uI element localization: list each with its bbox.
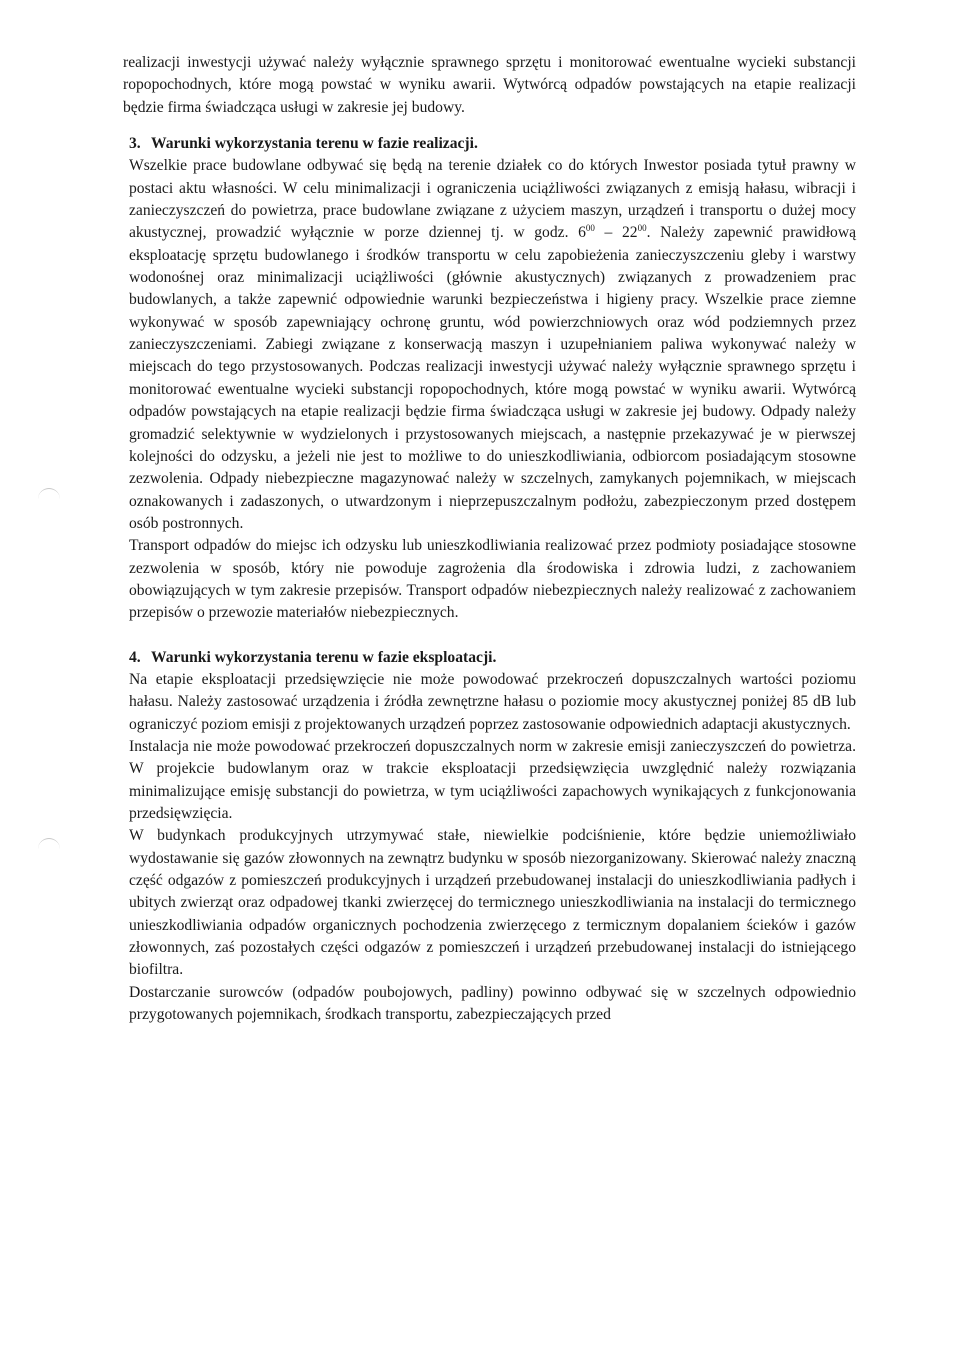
section-number: 4. — [129, 648, 141, 666]
paragraph: Dostarczanie surowców (odpadów poubojowych, padliny) powinno odbywać się w szczelnych odpowiednio przygotowanych pojemnikach, środkach transportu, zabezpieczających przed — [129, 983, 856, 1024]
intro-paragraph: realizacji inwestycji używać należy wyłącznie sprawnego sprzętu i monitorować ewentualne wycieki substancji ropopochodnych, które mogą powstać w wyniku awarii. Wytwórcą odpadów powstających na etapie realizacji będzie firma świadcząca usługi w zakresie jej budowy. — [123, 54, 856, 116]
section-title: Warunki wykorzystania terenu w fazie realizacji. — [151, 135, 478, 153]
section-number: 3. — [129, 135, 141, 153]
section-3 — [123, 133, 856, 625]
section-title: Warunki wykorzystania terenu w fazie eksploatacji. — [151, 648, 497, 666]
section-4-body — [129, 669, 856, 1027]
section-3-body — [129, 155, 856, 624]
paragraph: Transport odpadów do miejsc ich odzysku lub unieszkodliwiania realizować przez podmioty posiadające stosowne zezwolenia w sposób, który nie powoduje zagrożenia dla środowiska i zdrowia ludzi, z zachowaniem obowiązujących w tym zakresie przepisów. Transport odpadów niebezpiecznych należy realizować z zachowaniem przepisów o przewozie materiałów niebezpiecznych. — [129, 537, 856, 622]
section-4 — [123, 647, 856, 1027]
punch-hole-mark — [38, 488, 60, 499]
paragraph: W budynkach produkcyjnych utrzymywać stałe, niewielkie podciśnienie, które będzie uniemożliwiało wydostawanie się gazów złowonnych na zewnątrz budynku w sposób niezorganizowany. Skierować należy znaczną część odgazów z pomieszczeń produkcyjnych i urządzeń przebudowanej instalacji do unieszkodliwiania padłych i ubitych zwierząt oraz odpadowej tkanki zwierzęcej do termicznego unieszkodliwiania na instalacji do termicznego unieszkodliwiania odpadów organicznych pochodzenia zwierzęcego z termicznym dopalaniem ścieków i gazów złowonnych, zaś pozostałych części odgazów z pomieszczeń i urządzeń przebudowanej instalacji do istniejącego biofiltra. — [129, 827, 856, 979]
paragraph: Na etapie eksploatacji przedsięwzięcie nie może powodować przekroczeń dopuszczalnych wartości poziomu hałasu. Należy zastosować urządzenia i źródła zewnętrzne hałasu o poziomie mocy akustycznej poniżej 85 dB lub ograniczyć poziom emisji z projektowanych urządzeń poprzez zastosowanie odpowiednich adaptacji akustycznych. — [129, 670, 856, 733]
section-4-heading — [129, 647, 856, 669]
section-3-heading — [129, 133, 856, 155]
paragraph: Wszelkie prace budowlane odbywać się będą na terenie działek co do których Inwestor posiada tytuł prawny w postaci aktu własności. W celu minimalizacji i ograniczenia uciążliwości związanych z emisją hałasu, wibracji i zanieczyszczeń do powietrza, prace budowlane związane z użyciem maszyn, urządzeń i transportu o dużej mocy akustycznej, prowadzić wyłącznie w porze dziennej tj. w godz. $6^{00} - 22^{00}$. Należy zapewnić prawidłową eksploatację sprzętu budowlanego i środków transportu w celu zapobieżenia zanieczyszczeniu gleby i warstwy wodonośnej oraz minimalizacji uciążliwości (głównie akustycznych) związanych z prowadzeniem prac budowlanych, a także zapewnić odpowiednie warunki bezpieczeństwa i higieny pracy. Wszelkie prace ziemne wykonywać w sposób zapewniający ochronę gruntu, wód powierzchniowych oraz wód podziemnych przez zanieczyszczeniami. Zabiegi związane z konserwacją maszyn i uzupełnianiem paliwa wykonywać należy w miejscach do tego przystosowanych. Podczas realizacji inwestycji używać należy wyłącznie sprawnego sprzętu i monitorować ewentualne wycieki substancji ropopochodnych, które mogą powstać w wyniku awarii. Wytwórcą odpadów powstających na etapie realizacji będzie firma świadcząca usługi w zakresie jej budowy. Odpady należy gromadzić selektywnie w wydzielonych i przystosowanych miejscach, a następnie przekazywać je w pierwszej kolejności do odzysku, a jeżeli nie jest to możliwe to do unieszkodliwiania, odbiorcom posiadającym stosowne zezwolenia. Odpady niebezpieczne magazynować należy w szczelnych, zamykanych pojemnikach, w miejscach oznakowanych i zadaszonych, o utwardzonym i nieprzepuszczalnym podłożu, zabezpieczonym przed dostępem osób postronnych. — [129, 157, 857, 532]
page-content — [123, 52, 856, 1026]
punch-hole-mark — [38, 838, 60, 849]
paragraph: Instalacja nie może powodować przekroczeń dopuszczalnych norm w zakresie emisji zanieczyszczeń do powietrza. W projekcie budowlanym oraz w trakcie eksploatacji przedsięwzięcia uwzględnić należy rozwiązania minimalizujące emisję substancji do powietrza, w tym uciążliwości zapachowych wynikających z funkcjonowania przedsięwzięcia. — [129, 737, 856, 822]
